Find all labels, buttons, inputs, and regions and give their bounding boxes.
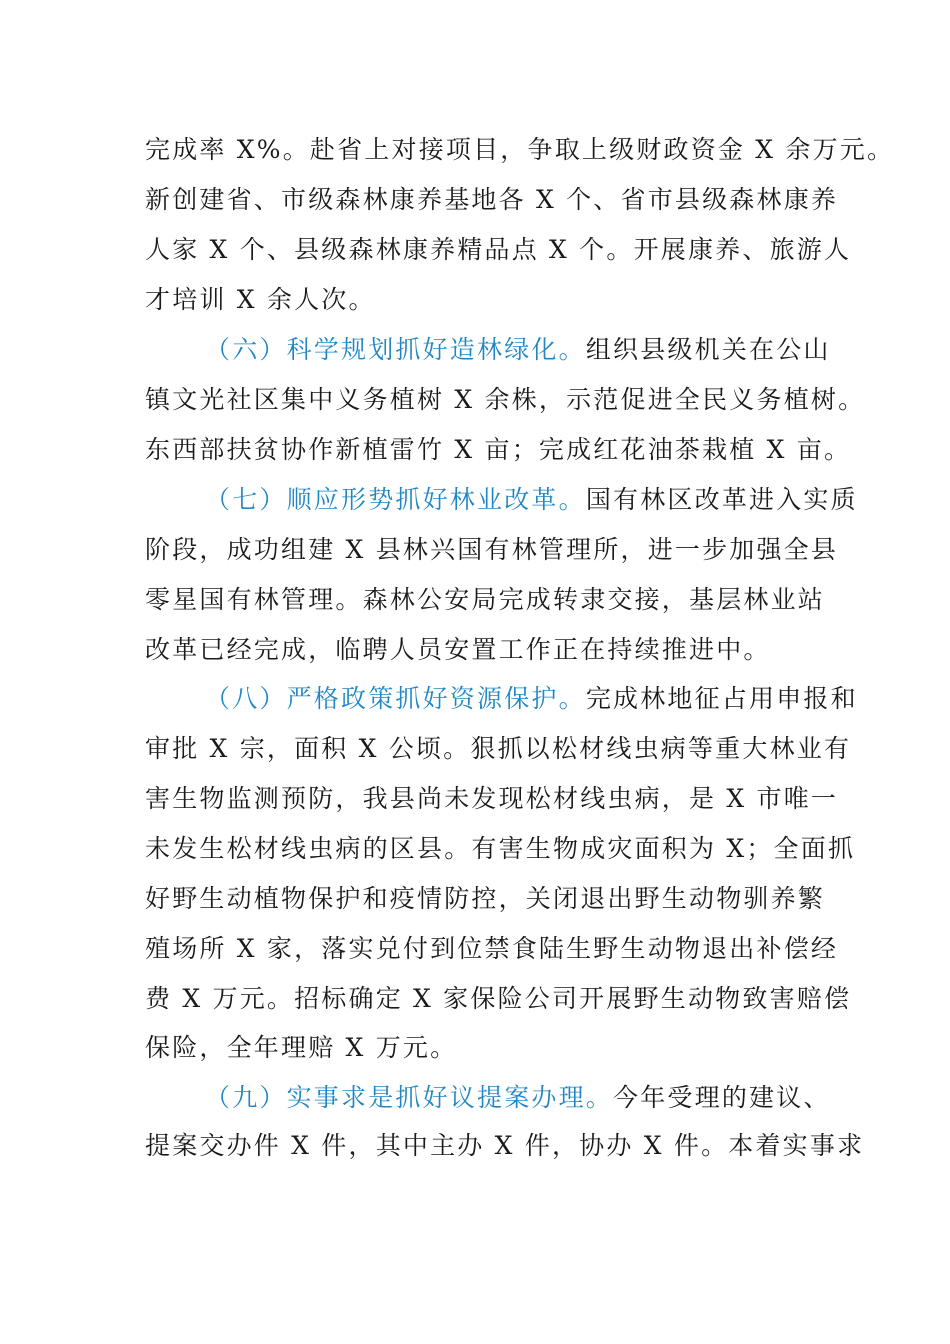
section-8-heading: （八）严格政策抓好资源保护。 <box>205 684 586 713</box>
section-9-heading: （九）实事求是抓好议提案办理。 <box>205 1083 614 1112</box>
body-line: 零星国有林管理。森林公安局完成转隶交接，基层林业站 <box>145 585 826 614</box>
section-7-first-line-rest: 国有林区改革进入实质 <box>585 485 858 514</box>
body-line: 镇文光社区集中义务植树 X 余株，示范促进全民义务植树。 <box>145 385 866 414</box>
body-line: 保险，全年理赔 X 万元。 <box>145 1033 458 1062</box>
section-6-heading: （六）科学规划抓好造林绿化。 <box>205 335 586 364</box>
body-line: 人家 X 个、县级森林康养精品点 X 个。开展康养、旅游人 <box>145 235 852 264</box>
body-line: 费 X 万元。招标确定 X 家保险公司开展野生动物致害赔偿 <box>145 984 852 1013</box>
section-9-first-line-rest: 今年受理的建议、 <box>613 1083 831 1112</box>
body-line: 改革已经完成，临聘人员安置工作正在持续推进中。 <box>145 635 771 664</box>
section-6-first-line-rest: 组织县级机关在公山 <box>585 335 831 364</box>
body-line: 阶段，成功组建 X 县林兴国有林管理所，进一步加强全县 <box>145 535 839 564</box>
section-6-first-line <box>205 330 885 370</box>
body-line: 才培训 X 余人次。 <box>145 285 376 314</box>
body-line: 审批 X 宗，面积 X 公顷。狠抓以松材线虫病等重大林业有 <box>145 734 852 763</box>
body-line: 完成率 X%。赴省上对接项目，争取上级财政资金 X 余万元。 <box>145 135 895 164</box>
body-line: 提案交办件 X 件，其中主办 X 件，协办 X 件。本着实事求 <box>145 1131 865 1160</box>
section-7-first-line <box>205 480 885 520</box>
body-line: 东西部扶贫协作新植雷竹 X 亩；完成红花油茶栽植 X 亩。 <box>145 435 852 464</box>
section-8-first-line <box>205 679 885 719</box>
body-line: 新创建省、市级森林康养基地各 X 个、省市县级森林康养 <box>145 185 839 214</box>
section-9-first-line <box>205 1078 885 1118</box>
body-line: 好野生动植物保护和疫情防控，关闭退出野生动物驯养繁 <box>145 884 826 913</box>
body-line: 未发生松材线虫病的区县。有害生物成灾面积为 X；全面抓 <box>145 834 856 863</box>
section-8-first-line-rest: 完成林地征占用申报和 <box>585 684 858 713</box>
body-line: 殖场所 X 家，落实兑付到位禁食陆生野生动物退出补偿经 <box>145 934 839 963</box>
body-line: 害生物监测预防，我县尚未发现松材线虫病，是 X 市唯一 <box>145 784 839 813</box>
section-7-heading: （七）顺应形势抓好林业改革。 <box>205 485 586 514</box>
